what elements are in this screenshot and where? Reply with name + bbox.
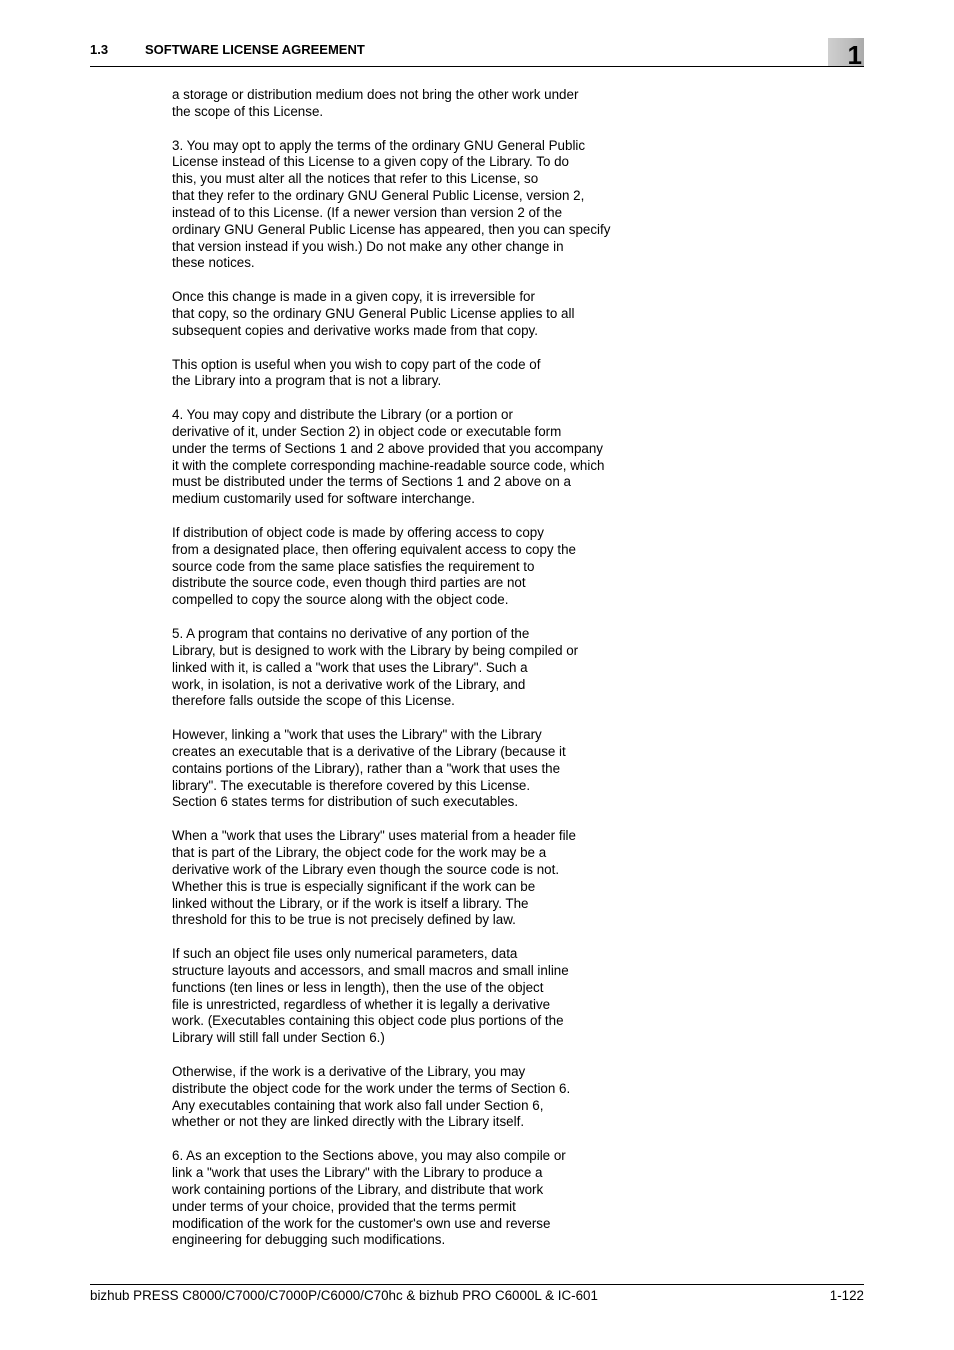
section-title: SOFTWARE LICENSE AGREEMENT [145,42,365,57]
paragraph: This option is useful when you wish to copy part of the code of the Library into a program that is not a library. [172,356,541,389]
page-footer [90,1284,864,1315]
paragraph: 6. As an exception to the Sections above, you may also compile or link a "work that uses the Library" with the Library to produce a work containing portions of the Library, and distribute that work under terms of your choice, provided that the terms permit modification of the work for the customer's own use and reverse engineering for debugging such modifications. [172,1148,566,1248]
paragraph: If such an object file uses only numerical parameters, data structure layouts and accessors, and small macros and small inline functions (ten lines or less in length), then the use of the object file is unrestricted, regardless of whether it is legally a derivative work. (Executables containing this object code plus portions of the Library will still fall under Section 6.) [172,946,569,1046]
chapter-badge [828,38,864,70]
chapter-number: 1 [847,40,862,70]
paragraph: However, linking a "work that uses the Library" with the Library creates an executable that is a derivative of the Library (because it contains portions of the Library), rather than a "work that uses the library". The executable is therefore covered by this License. Section 6 states terms for distribution of such executables. [172,727,566,810]
page-header [90,38,864,70]
paragraph: If distribution of object code is made by offering access to copy from a designated place, then offering equivalent access to copy the source code from the same place satisfies the requirement to distribute the source code, even though third parties are not compelled to copy the source along with the object code. [172,524,576,608]
paragraph: Otherwise, if the work is a derivative of the Library, you may distribute the object code for the work under the terms of Section 6. Any executables containing that work also fall under Section 6, whether or not they are linked directly with the Library itself. [172,1063,571,1130]
paragraph: 4. You may copy and distribute the Library (or a portion or derivative of it, under Section 2) in object code or executable form under the terms of Sections 1 and 2 above provided that you accompany it with the complete corresponding machine-readable source code, which must be distributed under the terms of Sections 1 and 2 above on a medium customarily used for software interchange. [172,407,605,507]
page-number: 1-122 [829,1288,864,1303]
document-title: bizhub PRESS C8000/C7000/C7000P/C6000/C70hc & bizhub PRO C6000L & IC-601 [90,1288,598,1303]
section-number: 1.3 [90,42,109,57]
paragraph: 5. A program that contains no derivative of any portion of the Library, but is designed to work with the Library by being compiled or linked with it, is called a "work that uses the Library". Such a work, in isolation, is not a derivative work of the Library, and therefore falls outside the scope of this License. [172,626,579,709]
paragraph: When a "work that uses the Library" uses material from a header file that is part of the Library, the object code for the work may be a derivative work of the Library even though the source code is not. Whether this is true is especially significant if the work can be linked without the Library, or if the work is itself a library. The threshold for this to be true is not precisely defined by law. [172,828,576,928]
license-body [172,87,662,1249]
paragraph: 3. You may opt to apply the terms of the ordinary GNU General Public License instead of this License to a given copy of the Library. To do this, you must alter all the notices that refer to this License, so that they refer to the ordinary GNU General Public License, version 2, instead of to this License. (If a newer version than version 2 of the ordinary GNU General Public License has appeared, then you can specify that version instead if you wish.) Do not make any other change in these notices. [172,137,611,271]
paragraph: Once this change is made in a given copy, it is irreversible for that copy, so the ordinary GNU General Public License applies to all subsequent copies and derivative works made from that copy. [172,289,575,338]
paragraph: a storage or distribution medium does not bring the other work under the scope of this License. [172,87,579,119]
